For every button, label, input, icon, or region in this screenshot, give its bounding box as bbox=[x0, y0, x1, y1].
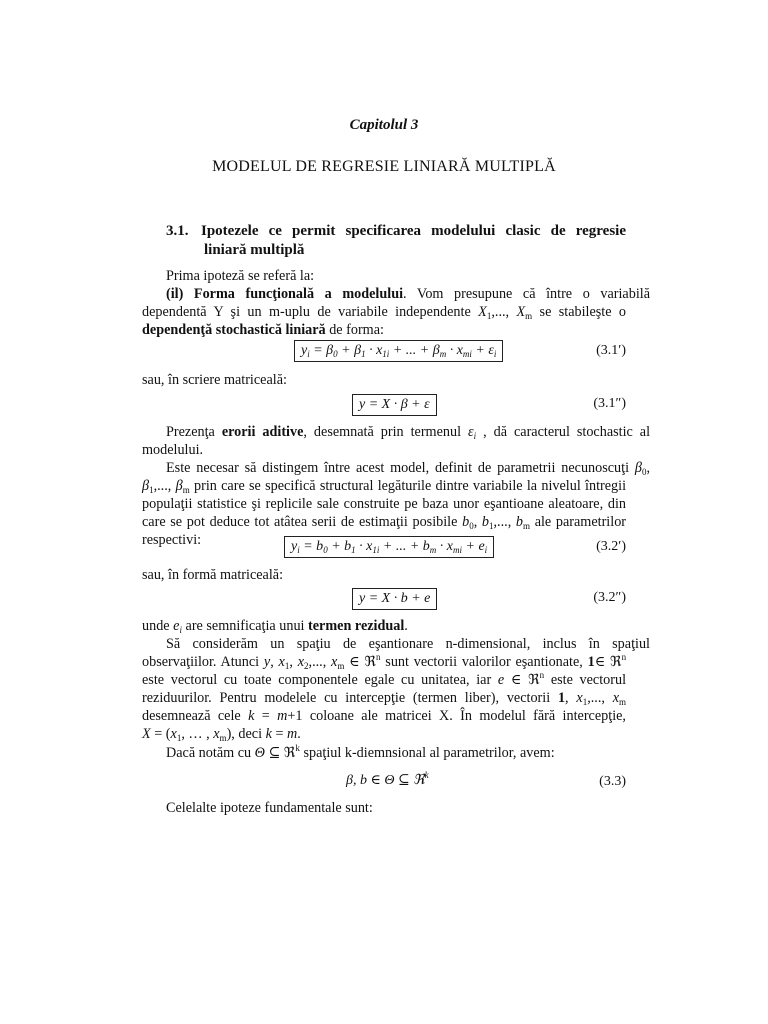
paragraph-sampling-line6: $X = (x_1$, … , $x_m$), deci k = m. bbox=[142, 726, 301, 743]
matrix-intro-2: sau, în formă matriceală: bbox=[142, 567, 284, 583]
paragraph-sampling-line5: desemnează cele k = m+1 coloane ale matricei X. În modelul fără intercepţie, bbox=[142, 708, 626, 724]
section-title-line1: Ipotezele ce permit specificarea modelului clasic de regresie bbox=[201, 223, 626, 239]
paragraph-distinction-line3: populaţii statistice şi replicile sale construite pe baza unor eşantioane aleatoare, din bbox=[142, 496, 626, 512]
equation-number: (3.2″) bbox=[593, 590, 626, 605]
equation-3-2-double-prime: y = X · b + e bbox=[352, 588, 437, 610]
equation-3-2-prime: $y_i = b_0 + b_1 \cdot x_{1i}$ + ... + $b_m \cdot x_{mi} + e_i$ bbox=[284, 536, 494, 558]
section-number: 3.1. bbox=[166, 223, 189, 239]
paragraph-residual: unde $e_i$ are semnificaţia unui termen rezidual. bbox=[142, 618, 408, 635]
intro-line: Prima ipoteză se referă la: bbox=[166, 268, 315, 284]
paragraph-distinction-line5: respectivi: bbox=[142, 532, 202, 548]
equation-3-1-prime: $y_i = \beta_0 + \beta_1 \cdot x_{1i}$ + ... + $\beta_m \cdot x_{mi} + \varepsilon_i$ bbox=[294, 340, 503, 362]
paragraph-distinction-line1: Este necesar să distingem între acest model, definit de parametrii necunoscuţi $\beta_0$, bbox=[166, 460, 650, 477]
hypothesis-1-line2: dependentă Y şi un m-uplu de variabile independente $X_1$,..., $X_m$ se stabileşte o bbox=[142, 304, 627, 321]
closing-line: Celelalte ipoteze fundamentale sunt: bbox=[166, 800, 373, 816]
equation-number: (3.1′) bbox=[596, 343, 626, 358]
hypothesis-1-label: (il) Forma funcţională a modelului bbox=[166, 286, 404, 302]
equation-3-3: β, b ∈ Θ ⊆ ℜ$^k$ bbox=[346, 770, 429, 788]
chapter-label: Capitolul 3 bbox=[349, 117, 419, 133]
section-heading bbox=[166, 222, 626, 260]
equation-3-1-double-prime: y = X · β + ε bbox=[352, 394, 437, 416]
hypothesis-1-line3: dependenţă stochastică liniară de forma: bbox=[142, 322, 384, 338]
paragraph-sampling-line2: observaţiilor. Atunci y, $x_1$, $x_2$,..., $x_m$ ∈ ℜ$^n$ sunt vectorii valorilor eşantionate, 1∈ ℜ$^n$ bbox=[142, 652, 627, 671]
page-title: MODELUL DE REGRESIE LINIARĂ MULTIPLĂ bbox=[212, 158, 556, 175]
paragraph-additive-error-line2: modelului. bbox=[142, 442, 204, 458]
hypothesis-1-line1: (il) Forma funcţională a modelului. Vom presupune că între o variabilă bbox=[166, 286, 650, 302]
paragraph-distinction-line2: $\beta_1$,..., $\beta_m$ prin care se specifică structural legăturile dintre variabile la nivelul întregii bbox=[142, 478, 627, 495]
equation-number: (3.2′) bbox=[596, 539, 626, 554]
paragraph-sampling-line1: Să considerăm un spaţiu de eşantionare n-dimensional, inclus în spaţiul bbox=[166, 636, 650, 652]
paragraph-sampling-line3: este vectorul cu toate componentele egale cu unitatea, iar e ∈ ℜ$^n$ este vectorul bbox=[142, 670, 627, 688]
section-title-line2: liniară multiplă bbox=[204, 242, 305, 258]
paragraph-sampling-line4: reziduurilor. Pentru modelele cu intercepţie (termen liber), vectorii 1, $x_1$,..., $x_m$ bbox=[142, 690, 627, 707]
paragraph-additive-error-line1: Prezenţa erorii aditive, desemnată prin termenul $\varepsilon_i$ , dă caracterul stochastic al bbox=[166, 424, 651, 441]
paragraph-parameter-space: Dacă notăm cu Θ ⊆ ℜ$^k$ spaţiul k-diemnsional al parametrilor, avem: bbox=[166, 743, 555, 761]
equation-number: (3.3) bbox=[599, 774, 626, 789]
equation-number: (3.1″) bbox=[593, 396, 626, 411]
matrix-intro-1: sau, în scriere matriceală: bbox=[142, 372, 287, 388]
paragraph-distinction-line4: care se pot deduce tot atâtea serii de estimaţii posibile $b_0$, $b_1$,..., $b_m$ ale parametrilor bbox=[142, 514, 627, 531]
